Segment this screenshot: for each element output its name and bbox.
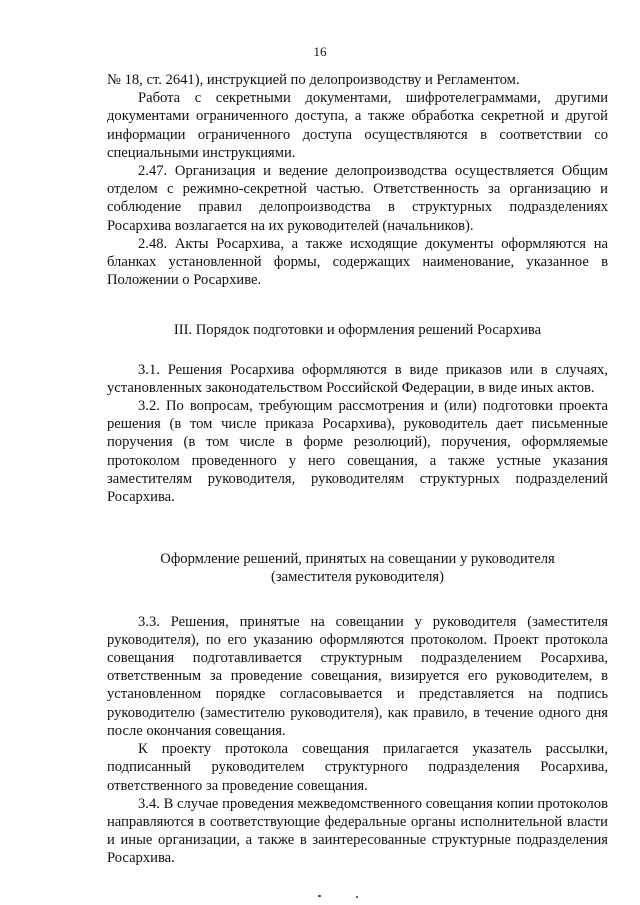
subsection-heading-line-1: Оформление решений, принятых на совещании у руководителя: [160, 551, 555, 568]
secret-documents-paragraph: Работа с секретными документами, шифротелеграммами, другими документами ограниченного доступа, а также обработка секретной и другой информации ограниченного доступа осуществляются в соответствии со специальными инструкциями.: [107, 90, 608, 161]
section-3-heading: III. Порядок подготовки и оформления решений Росархива: [173, 322, 542, 339]
spacer: [107, 587, 608, 613]
spacer: [107, 340, 608, 361]
page-body: [107, 71, 608, 868]
paragraph-3-3: 3.3. Решения, принятые на совещании у руководителя (заместителя руководителя), по его указанию оформляются протоколом. Проект протокола совещания подготавливается структурным подразделением Росархива, ответственным за проведение совещания, визируется его руководителем, в установленном порядке согласовывается и представляется на подпись руководителю (заместителю руководителя), как правило, в течение одного дня после окончания совещания.: [107, 613, 608, 739]
distribution-list-paragraph: К проекту протокола совещания прилагается указатель рассылки, подписанный руководителем структурного подразделения Росархива, ответственного за проведение совещания.: [107, 741, 608, 794]
page-number: 16: [313, 44, 327, 59]
paragraph-3-4: 3.4. В случае проведения межведомственного совещания копии протоколов направляются в соответствующие федеральные органы исполнительной власти и иные организации, а также в заинтересованные структурные подразделения Росархива.: [107, 795, 608, 867]
continuation-paragraph: № 18, ст. 2641), инструкцией по делопроизводству и Регламентом.: [107, 72, 520, 88]
paragraph-3-2: 3.2. По вопросам, требующим рассмотрения и (или) подготовки проекта решения (в том числе приказа Росархива), руководитель дает письменные поручения (в том числе в форме резолюций), поручения, оформляемые протоколом проведенного у него совещания, а также устные указания заместителям руководителя, руководителям структурных подразделений Росархива.: [107, 398, 608, 506]
scan-speck: [356, 896, 358, 898]
paragraph-3-1: 3.1. Решения Росархива оформляются в виде приказов или в случаях, установленных законодательством Российской Федерации, в виде иных актов.: [107, 361, 608, 396]
paragraph-2-48: 2.48. Акты Росархива, а также исходящие документы оформляются на бланках установленной формы, содержащих наименование, указанное в Положении о Росархиве.: [107, 235, 608, 289]
subsection-heading-line-2: (заместителя руководителя): [270, 569, 444, 586]
spacer: [107, 506, 608, 550]
spacer: [107, 289, 608, 321]
scan-speck: [318, 895, 321, 897]
paragraph-2-47: 2.47. Организация и ведение делопроизводства осуществляется Общим отделом с режимно-секретной частью. Ответственность за организацию и соблюдение правил делопроизводства в структурных подразделениях Росархива возлагается на их руководителей (начальников).: [107, 163, 608, 234]
